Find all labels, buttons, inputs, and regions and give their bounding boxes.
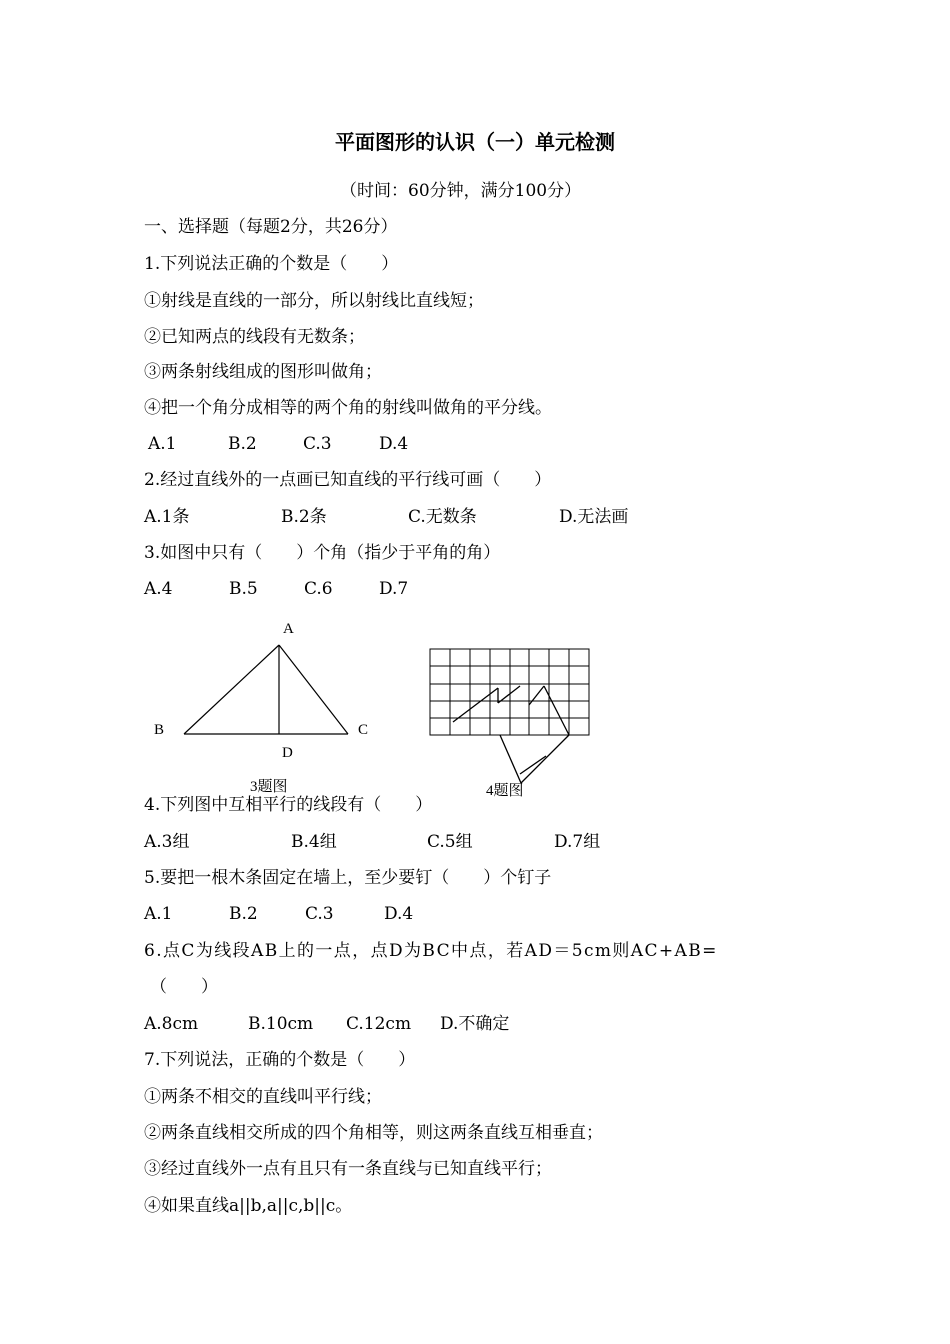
question-3-stem: 3.如图中只有（ ）个角（指少于平角的角） (144, 543, 501, 563)
question-1-statement: ①射线是直线的一部分，所以射线比直线短； (144, 291, 484, 311)
label-a: A (283, 621, 294, 637)
figure-4-caption: 4题图 (486, 783, 524, 799)
option-a: A.8cm (144, 1014, 199, 1034)
label-b: B (154, 722, 165, 738)
segment-1 (453, 688, 498, 722)
option-d: D.7 (379, 579, 409, 599)
option-c: C.5组 (427, 832, 473, 852)
question-7-statement: ①两条不相交的直线叫平行线； (144, 1087, 382, 1107)
option-c: C.12cm (346, 1014, 412, 1034)
option-c: C.6 (304, 579, 333, 599)
segment-4 (544, 686, 569, 735)
option-b: B.2 (229, 904, 258, 924)
question-1-statement: ④把一个角分成相等的两个角的射线叫做角的平分线。 (144, 398, 552, 418)
exam-info: （时间：60分钟，满分100分） (340, 181, 582, 201)
figure-3-triangle (184, 645, 348, 734)
segment-7 (521, 735, 569, 783)
option-d: D.4 (384, 904, 414, 924)
label-d: D (282, 745, 293, 761)
question-6-stem: 6.点C为线段AB上的一点，点D为BC中点，若AD＝5cm则AC+AB= (144, 941, 718, 961)
figure-3-caption: 3题图 (250, 779, 288, 795)
option-b: B.10cm (248, 1014, 314, 1034)
option-d: D.不确定 (440, 1014, 510, 1034)
question-2-stem: 2.经过直线外的一点画已知直线的平行线可画（ ） (144, 470, 552, 490)
segment-ac (279, 645, 348, 734)
option-d: D.4 (379, 434, 409, 454)
section-heading: 一、选择题（每题2分，共26分） (144, 217, 398, 237)
option-d: D.7组 (554, 832, 601, 852)
question-1-statement: ②已知两点的线段有无数条； (144, 327, 365, 347)
question-7-statement: ③经过直线外一点有且只有一条直线与已知直线平行； (144, 1159, 552, 1179)
question-7-statement: ④如果直线a||b,a||c,b||c。 (144, 1196, 353, 1216)
segment-6 (500, 735, 521, 783)
question-5-stem: 5.要把一根木条固定在墙上，至少要钉（ ）个钉子 (144, 868, 552, 888)
question-4-stem: 4.下列图中互相平行的线段有（ ） (144, 795, 433, 815)
question-7-statement: ②两条直线相交所成的四个角相等，则这两条直线互相垂直； (144, 1123, 603, 1143)
option-b: B.2 (228, 434, 257, 454)
option-c: C.3 (303, 434, 332, 454)
segment-5 (529, 686, 544, 705)
question-7-stem: 7.下列说法，正确的个数是（ ） (144, 1050, 416, 1070)
question-6-stem-continued: （ ） (150, 977, 218, 997)
option-b: B.5 (229, 579, 258, 599)
page-title: 平面图形的认识（一）单元检测 (335, 130, 615, 154)
option-b: B.4组 (291, 832, 337, 852)
option-c: C.无数条 (408, 507, 477, 527)
option-a: A.1 (148, 434, 177, 454)
question-1-statement: ③两条射线组成的图形叫做角； (144, 362, 382, 382)
label-c: C (358, 722, 369, 738)
option-a: A.4 (144, 579, 173, 599)
segment-3 (498, 686, 520, 703)
option-a: A.1 (144, 904, 173, 924)
option-c: C.3 (305, 904, 334, 924)
option-b: B.2条 (281, 507, 327, 527)
option-a: A.3组 (144, 832, 190, 852)
option-d: D.无法画 (559, 507, 629, 527)
question-1-stem: 1.下列说法正确的个数是（ ） (144, 254, 399, 274)
option-a: A.1条 (144, 507, 190, 527)
segment-ab (184, 645, 279, 734)
